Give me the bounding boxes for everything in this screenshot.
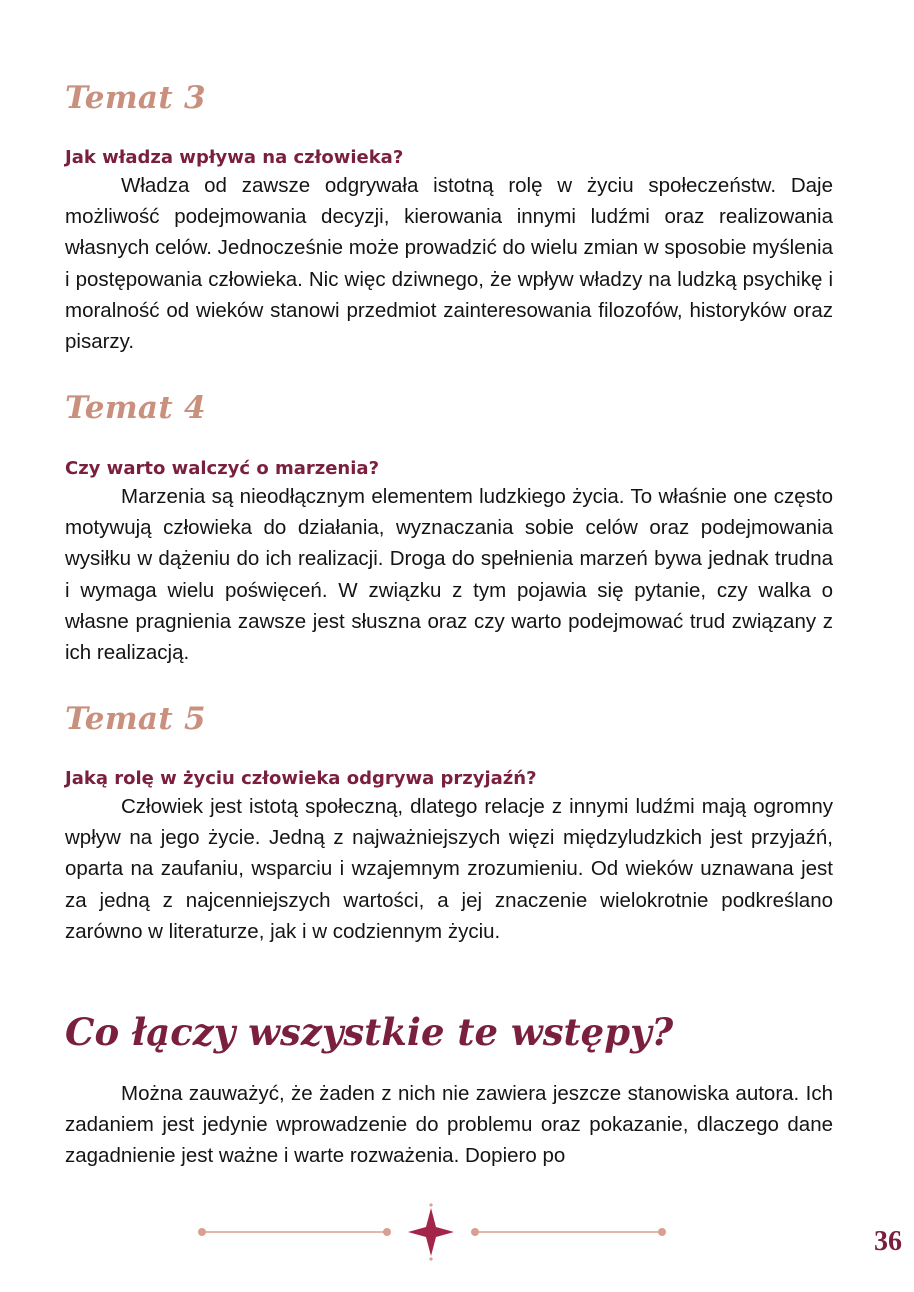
section-temat-3-body	[65, 146, 833, 357]
section-heading: Temat 5	[65, 701, 206, 737]
summary-section	[65, 1010, 833, 1054]
section-temat-4-body	[65, 457, 833, 668]
summary-paragraph: Można zauważyć, że żaden z nich nie zawiera jeszcze stanowiska autora. Ich zadaniem jest jedynie wprowadzenie do problemu oraz pokazanie, dlaczego dane zagadnienie jest ważne i warte rozważenia. Dopiero po	[65, 1082, 833, 1168]
section-heading: Temat 4	[65, 390, 206, 426]
summary-heading: Co łączy wszystkie te wstępy?	[65, 1010, 674, 1054]
summary-body	[65, 1078, 833, 1172]
section-paragraph: Władza od zawsze odgrywała istotną rolę w życiu społeczeństw. Daje możliwość podejmowania decyzji, kierowania innymi ludźmi oraz realizowania własnych celów. Jednocześnie może prowadzić do wielu zmian w sposobie myślenia i postępowania człowieka. Nic więc dziwnego, że wpływ władzy na ludzką psychikę i moralność od wieków stanowi przedmiot zainteresowania filozofów, historyków oraz pisarzy.	[65, 174, 833, 354]
section-temat-3	[65, 80, 833, 116]
section-temat-4	[65, 390, 833, 426]
page-number: 36	[874, 1226, 902, 1257]
section-paragraph: Człowiek jest istotą społeczną, dlatego relacje z innymi ludźmi mają ogromny wpływ na jego życie. Jedną z najważniejszych więzi międzyludzkich jest przyjaźń, oparta na zaufaniu, wsparciu i wzajemnym zrozumieniu. Od wieków uznawana jest za jedną z najcenniejszych wartości, a jej znaczenie wielokrotnie podkreślano zarówno w literaturze, jak i w codziennym życiu.	[65, 795, 833, 943]
section-temat-5	[65, 701, 833, 737]
section-paragraph: Marzenia są nieodłącznym elementem ludzkiego życia. To właśnie one często motywują człowieka do działania, wyznaczania sobie celów oraz podejmowania wysiłku w dążeniu do ich realizacji. Droga do spełnienia marzeń bywa jednak trudna i wymaga wielu poświęceń. W związku z tym pojawia się pytanie, czy walka o własne pragnienia zawsze jest słuszna oraz czy warto podejmować trud związany z ich realizacją.	[65, 485, 833, 665]
section-temat-5-body	[65, 767, 833, 947]
section-question: Czy warto walczyć o marzenia?	[65, 458, 380, 479]
section-question: Jaką rolę w życiu człowieka odgrywa przyjaźń?	[65, 768, 537, 789]
star-divider-icon	[190, 1202, 678, 1262]
section-heading: Temat 3	[65, 80, 206, 116]
section-question: Jak władza wpływa na człowieka?	[65, 147, 404, 168]
